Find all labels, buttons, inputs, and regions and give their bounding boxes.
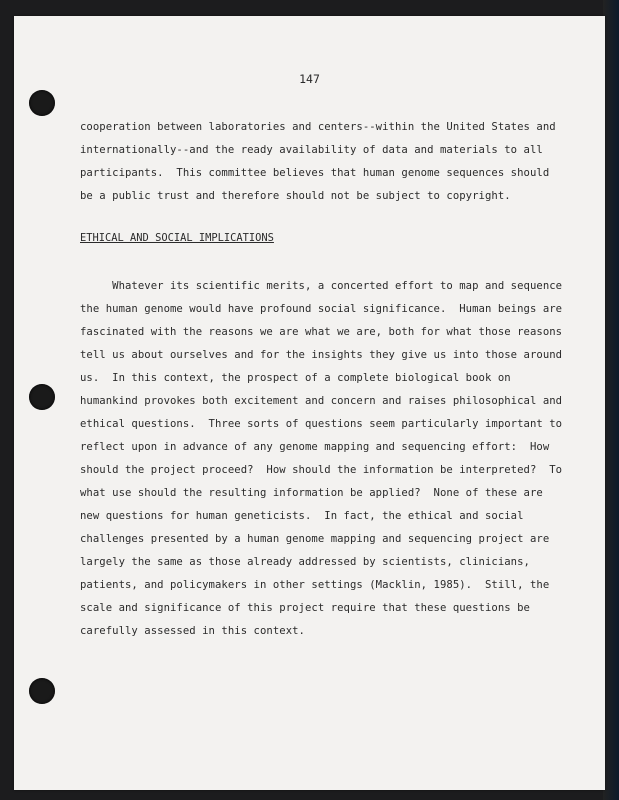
text-line: tell us about ourselves and for the insights they give us into those around [80,349,563,361]
text-line: fascinated with the reasons we are what we are, both for what those reasons [80,326,563,338]
text-line: scale and significance of this project require that these questions be [80,602,530,614]
punch-hole-bottom [29,678,55,704]
document-page [14,16,605,790]
text-line: us. In this context, the prospect of a complete biological book on [80,372,511,384]
text-line: patients, and policymakers in other settings (Macklin, 1985). Still, the [80,579,550,591]
text-line: carefully assessed in this context. [80,625,305,637]
paragraph-ethical [80,275,563,643]
paragraph-cooperation [80,116,560,208]
text-line: internationally--and the ready availability of data and materials to all [80,144,543,156]
text-line: should the project proceed? How should the information be interpreted? To [80,464,563,476]
text-line: humankind provokes both excitement and concern and raises philosophical and [80,395,563,407]
text-line: ethical questions. Three sorts of questions seem particularly important to [80,418,563,430]
punch-hole-top [29,90,55,116]
text-line: be a public trust and therefore should not be subject to copyright. [80,190,511,202]
text-line: the human genome would have profound social significance. Human beings are [80,303,563,315]
text-line: what use should the resulting information be applied? None of these are [80,487,543,499]
text-line: cooperation between laboratories and centers--within the United States and [80,121,556,133]
punch-hole-middle [29,384,55,410]
section-heading: ETHICAL AND SOCIAL IMPLICATIONS [80,232,274,244]
page-number: 147 [299,72,320,86]
text-line: reflect upon in advance of any genome mapping and sequencing effort: How [80,441,550,453]
text-line: participants. This committee believes that human genome sequences should [80,167,550,179]
text-line: challenges presented by a human genome mapping and sequencing project are [80,533,550,545]
text-line: new questions for human geneticists. In fact, the ethical and social [80,510,524,522]
text-line: largely the same as those already addressed by scientists, clinicians, [80,556,530,568]
text-line: Whatever its scientific merits, a concerted effort to map and sequence [80,280,563,292]
scan-background-edge [603,0,619,800]
